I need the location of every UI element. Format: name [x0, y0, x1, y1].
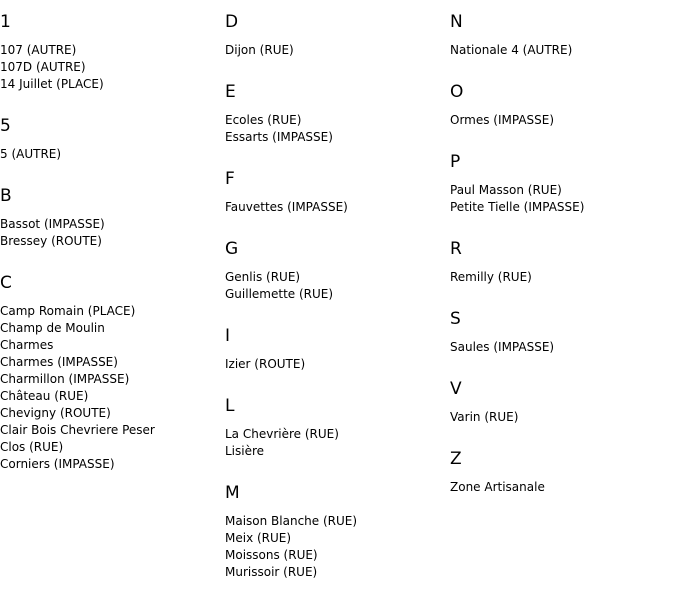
- letter-group: [450, 239, 675, 286]
- street-list: [0, 42, 225, 93]
- street-list: [225, 513, 450, 581]
- section-letter-heading: E: [225, 82, 236, 102]
- street-link[interactable]: Guillemette (RUE): [225, 287, 334, 301]
- street-index-column-1: [0, 0, 225, 473]
- letter-group: [0, 186, 225, 250]
- street-link[interactable]: Varin (RUE): [450, 410, 519, 424]
- street-list: [225, 199, 450, 216]
- street-link[interactable]: Ecoles (RUE): [225, 113, 302, 127]
- section-letter-heading: 5: [0, 116, 11, 136]
- street-link[interactable]: Clair Bois Chevriere Peser: [0, 423, 155, 437]
- street-link[interactable]: Paul Masson (RUE): [450, 183, 562, 197]
- street-list: [450, 269, 675, 286]
- street-list: [0, 303, 225, 473]
- street-link[interactable]: Château (RUE): [0, 389, 89, 403]
- letter-group: [225, 326, 450, 373]
- section-letter-heading: Z: [450, 449, 462, 469]
- letter-group: [225, 169, 450, 216]
- street-list: [0, 216, 225, 250]
- letter-group: [0, 12, 225, 93]
- street-list: [225, 42, 450, 59]
- street-list: [450, 479, 675, 496]
- street-link[interactable]: Bressey (ROUTE): [0, 234, 102, 248]
- street-link[interactable]: Camp Romain (PLACE): [0, 304, 136, 318]
- street-link[interactable]: Murissoir (RUE): [225, 565, 318, 579]
- street-link[interactable]: Essarts (IMPASSE): [225, 130, 333, 144]
- street-link[interactable]: Meix (RUE): [225, 531, 292, 545]
- street-link[interactable]: Dijon (RUE): [225, 43, 294, 57]
- street-list: [450, 112, 675, 129]
- street-link[interactable]: La Chevrière (RUE): [225, 427, 339, 441]
- street-link[interactable]: Maison Blanche (RUE): [225, 514, 358, 528]
- street-link[interactable]: Lisière: [225, 444, 265, 458]
- letter-group: [450, 152, 675, 216]
- street-link[interactable]: 5 (AUTRE): [0, 147, 62, 161]
- section-letter-heading: G: [225, 239, 239, 259]
- street-link[interactable]: Moissons (RUE): [225, 548, 318, 562]
- street-link[interactable]: Charmes: [0, 338, 54, 352]
- section-letter-heading: V: [450, 379, 462, 399]
- section-letter-heading: I: [225, 326, 231, 346]
- street-link[interactable]: Izier (ROUTE): [225, 357, 306, 371]
- letter-group: [450, 379, 675, 426]
- letter-group: [0, 116, 225, 163]
- section-letter-heading: S: [450, 309, 461, 329]
- section-letter-heading: M: [225, 483, 240, 503]
- letter-group: [225, 483, 450, 581]
- street-link[interactable]: Charmillon (IMPASSE): [0, 372, 130, 386]
- street-link[interactable]: 107D (AUTRE): [0, 60, 86, 74]
- section-letter-heading: P: [450, 152, 461, 172]
- letter-group: [0, 273, 225, 473]
- street-link[interactable]: Clos (RUE): [0, 440, 64, 454]
- street-list: [450, 339, 675, 356]
- street-link[interactable]: Petite Tielle (IMPASSE): [450, 200, 585, 214]
- street-link[interactable]: Bassot (IMPASSE): [0, 217, 105, 231]
- street-index-column-3: [450, 0, 675, 496]
- street-link[interactable]: Nationale 4 (AUTRE): [450, 43, 573, 57]
- letter-group: [225, 239, 450, 303]
- section-letter-heading: B: [0, 186, 12, 206]
- street-list: [0, 146, 225, 163]
- letter-group: [225, 12, 450, 59]
- street-list: [225, 426, 450, 460]
- street-link[interactable]: Fauvettes (IMPASSE): [225, 200, 348, 214]
- letter-group: [450, 309, 675, 356]
- section-letter-heading: C: [0, 273, 12, 293]
- street-list: [450, 182, 675, 216]
- letter-group: [450, 82, 675, 129]
- street-link[interactable]: Genlis (RUE): [225, 270, 301, 284]
- street-link[interactable]: 107 (AUTRE): [0, 43, 77, 57]
- section-letter-heading: 1: [0, 12, 11, 32]
- street-link[interactable]: Remilly (RUE): [450, 270, 532, 284]
- street-list: [225, 112, 450, 146]
- street-link[interactable]: Chevigny (ROUTE): [0, 406, 111, 420]
- street-link[interactable]: Corniers (IMPASSE): [0, 457, 115, 471]
- section-letter-heading: O: [450, 82, 464, 102]
- section-letter-heading: R: [450, 239, 462, 259]
- street-link[interactable]: Zone Artisanale: [450, 480, 545, 494]
- section-letter-heading: L: [225, 396, 235, 416]
- street-list: [225, 356, 450, 373]
- section-letter-heading: D: [225, 12, 239, 32]
- letter-group: [225, 82, 450, 146]
- street-list: [450, 409, 675, 426]
- street-link[interactable]: Champ de Moulin: [0, 321, 105, 335]
- street-list: [450, 42, 675, 59]
- letter-group: [450, 12, 675, 59]
- street-index-column-2: [225, 0, 450, 581]
- street-link[interactable]: Saules (IMPASSE): [450, 340, 555, 354]
- letter-group: [225, 396, 450, 460]
- street-link[interactable]: 14 Juillet (PLACE): [0, 77, 104, 91]
- section-letter-heading: F: [225, 169, 235, 189]
- letter-group: [450, 449, 675, 496]
- street-link[interactable]: Ormes (IMPASSE): [450, 113, 555, 127]
- street-list: [225, 269, 450, 303]
- section-letter-heading: N: [450, 12, 463, 32]
- street-link[interactable]: Charmes (IMPASSE): [0, 355, 118, 369]
